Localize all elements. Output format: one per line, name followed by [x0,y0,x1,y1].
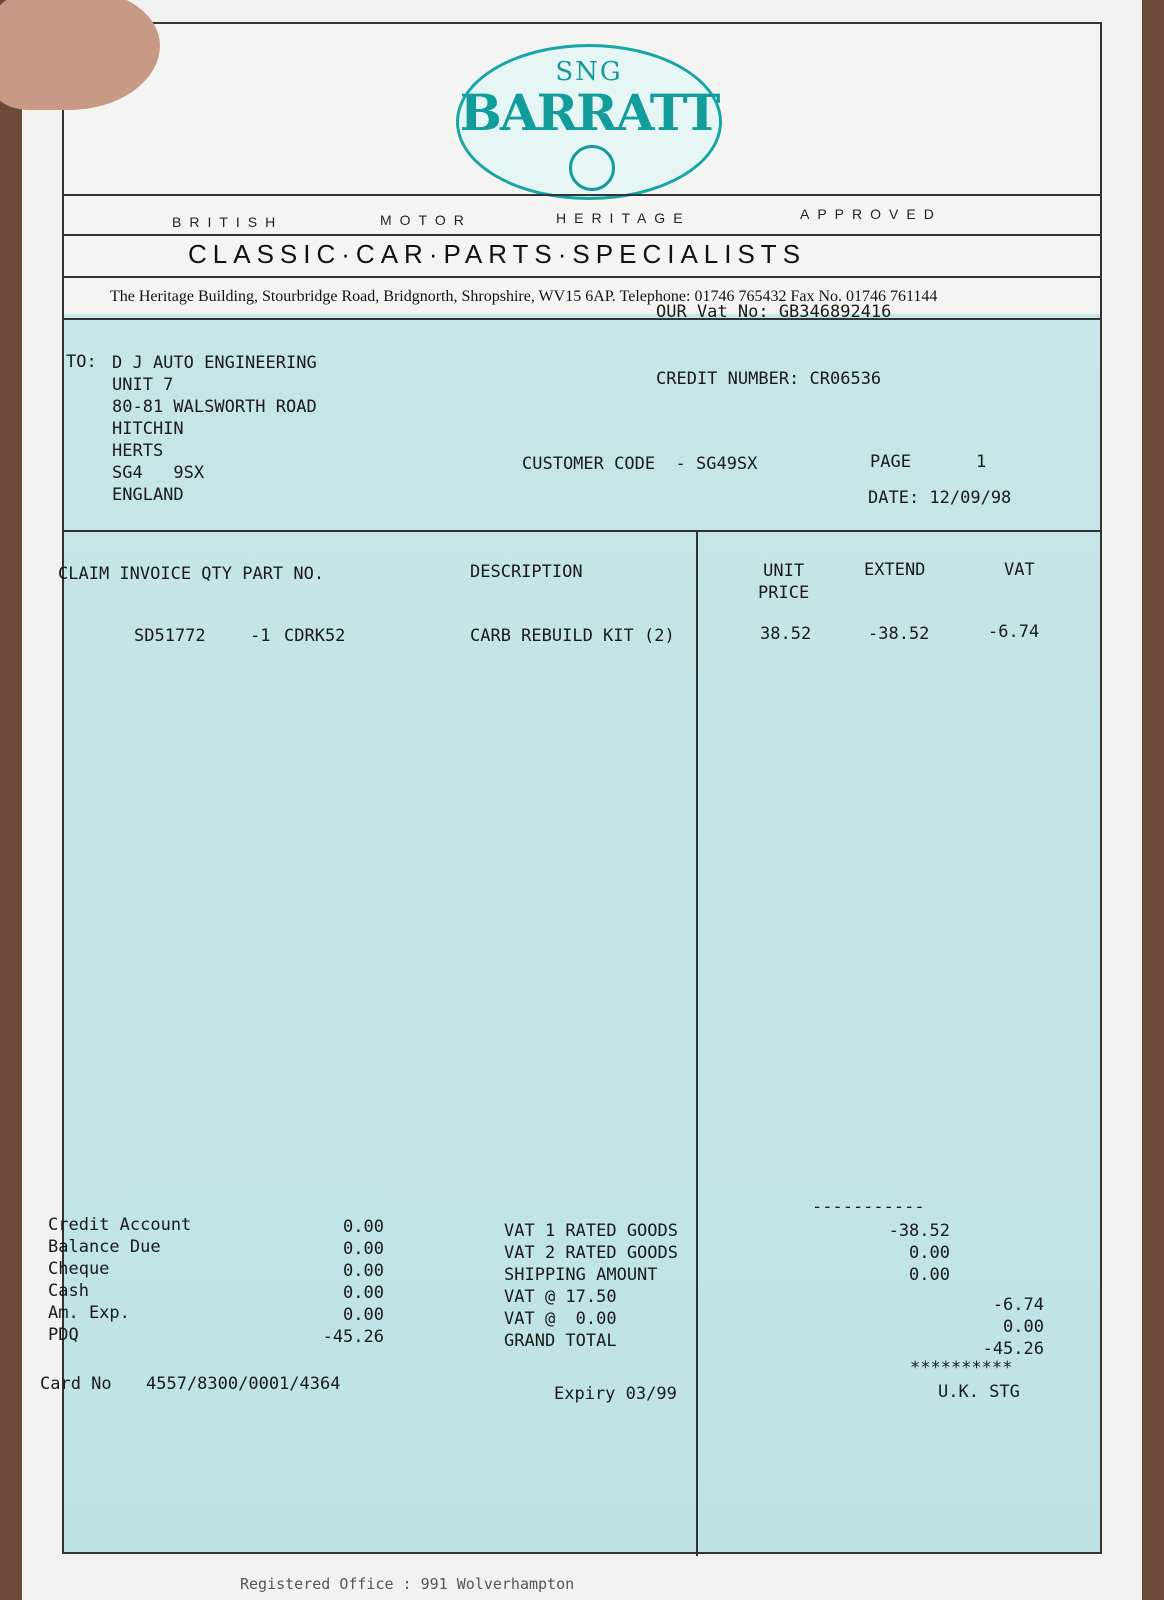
heritage-word: HERITAGE [556,210,691,226]
page-number: 1 [976,452,987,472]
credit-date: DATE: 12/09/98 [868,488,1012,508]
address-line: HITCHIN [112,419,184,439]
page-label: PAGE [870,452,911,472]
item-unit-price: 38.52 [760,624,812,644]
item-part-number: CDRK52 [284,626,346,646]
header-description: DESCRIPTION [470,562,583,582]
item-extend: -38.52 [868,624,930,644]
credit-number: CREDIT NUMBER: CR06536 [656,369,882,389]
company-address: The Heritage Building, Stourbridge Road, Bridgnorth, Shropshire, WV15 6AP. Telephone: 01746 765432 Fax No. 01746 761144 [110,288,938,305]
card-label: Card No [40,1374,112,1394]
address-line: 80-81 WALSWORTH ROAD [112,397,317,417]
crest-icon [569,145,615,191]
totals-labels: VAT 1 RATED GOODS VAT 2 RATED GOODS SHIPPING AMOUNT VAT @ 17.50 VAT @ 0.00 GRAND TOTAL [504,1221,678,1351]
header-claim-invoice: CLAIM INVOICE QTY PART NO. [58,564,325,584]
address-line: HERTS [112,441,164,461]
card-expiry: Expiry 03/99 [554,1384,677,1404]
company-logo [456,44,722,200]
address-line: UNIT 7 [112,375,174,395]
table-top-rule [64,530,1100,532]
vat-values: -6.74 0.00 -45.26 [982,1295,1044,1359]
heritage-word: MOTOR [380,212,472,228]
address-line: SG4 9SX [112,463,205,483]
divider [64,318,1100,320]
totals-divider: ----------- [812,1197,925,1217]
payment-labels: Credit Account Balance Due Cheque Cash Am. Exp. PDQ [48,1215,192,1345]
logo-sng-text: SNG [555,57,623,87]
currency-stars: ********** [910,1358,1013,1378]
table-column-divider [696,530,698,1556]
divider [64,234,1100,236]
item-vat: -6.74 [988,622,1040,642]
item-qty: -1 [250,626,271,646]
divider [64,194,1100,196]
divider [64,276,1100,278]
to-label: TO: [66,352,97,372]
heritage-word: APPROVED [800,206,942,222]
header-unit-price: UNIT PRICE [758,561,810,603]
customer-code: CUSTOMER CODE - SG49SX [522,454,758,474]
payment-values: 0.00 0.00 0.00 0.00 0.00 -45.26 [322,1217,384,1347]
address-line: ENGLAND [112,485,184,505]
card-number: 4557/8300/0001/4364 [146,1374,341,1394]
tagline: CLASSIC·CAR·PARTS·SPECIALISTS [188,239,807,269]
registered-office-footer: Registered Office : 991 Wolverhampton [240,1575,575,1593]
header-extend: EXTEND [864,560,926,580]
to-address [112,352,317,506]
header-vat: VAT [1004,560,1035,580]
invoice-number: SD51772 [134,626,206,646]
vat-number: OUR Vat No: GB346892416 [656,302,892,322]
goods-values: -38.52 0.00 0.00 [888,1221,950,1285]
currency-label: U.K. STG [938,1382,1020,1402]
address-line: D J AUTO ENGINEERING [112,353,317,373]
heritage-word: BRITISH [172,214,284,230]
item-description: CARB REBUILD KIT (2) [470,626,675,646]
table-row [134,626,206,646]
logo-brand-text: BARRATT [459,83,719,142]
credit-note-sheet [40,22,1102,1554]
